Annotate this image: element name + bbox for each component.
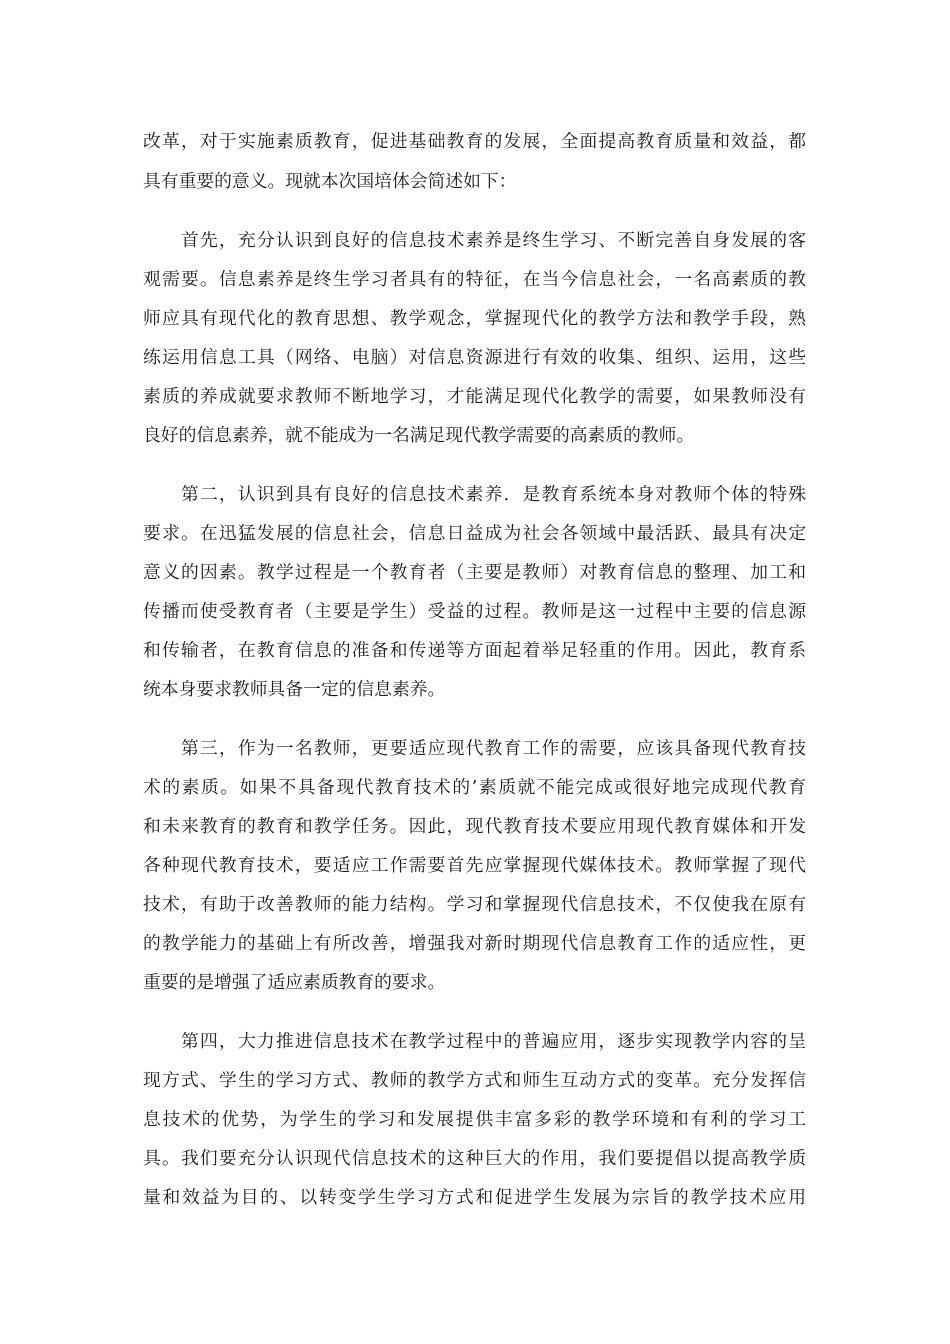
text-line: 具有重要的意义。现就本次国培体会简述如下： — [143, 171, 517, 192]
text-line: 第四，大力推进信息技术在教学过程中的普遍应用，逐步实现教学内容的呈 — [181, 1031, 806, 1052]
text-line: 要求。在迅猛发展的信息社会，信息日益成为社会各领域中最活跃、最具有决定 — [143, 523, 806, 544]
text-line: 师应具有现代化的教育思想、教学观念，掌握现代化的教学方法和教学手段，熟 — [143, 308, 806, 329]
text-line: 具。我们要充分认识现代信息技术的这种巨大的作用，我们要提倡以提高教学质 — [143, 1148, 806, 1169]
text-line: 意义的因素。教学过程是一个教育者（主要是教师）对教育信息的整理、加工和 — [143, 562, 806, 583]
text-line: 和传输者，在教育信息的准备和传递等方面起着举足轻重的作用。因此，教育系 — [143, 640, 806, 661]
text-line: 首先，充分认识到良好的信息技术素养是终生学习、不断完善自身发展的客 — [181, 230, 806, 251]
text-line: 重要的是增强了适应素质教育的要求。 — [143, 972, 446, 993]
text-line: 第二，认识到具有良好的信息技术素养．是教育系统本身对教师个体的特殊 — [181, 484, 806, 505]
text-line: 各种现代教育技术，要适应工作需要首先应掌握现代媒体技术。教师掌握了现代 — [143, 855, 806, 876]
text-line: 良好的信息素养，就不能成为一名满足现代教学需要的高素质的教师。 — [143, 425, 695, 446]
text-line: 息技术的优势，为学生的学习和发展提供丰富多彩的教学环境和有利的学习工 — [143, 1109, 806, 1130]
text-line: 改革，对于实施素质教育，促进基础教育的发展，全面提高教育质量和效益，都 — [143, 131, 806, 152]
text-line: 的教学能力的基础上有所改善，增强我对新时期现代信息教育工作的适应性，更 — [143, 933, 806, 954]
text-line: 技术，有助于改善教师的能力结构。学习和掌握现代信息技术，不仅使我在原有 — [143, 894, 806, 915]
text-line: 术的素质。如果不具备现代教育技术的’素质就不能完成或很好地完成现代教育 — [143, 777, 806, 798]
text-line: 量和效益为目的、以转变学生学习方式和促进学生发展为宗旨的教学技术应用 — [143, 1187, 806, 1208]
text-line: 素质的养成就要求教师不断地学习，才能满足现代化教学的需要，如果教师没有 — [143, 386, 806, 407]
text-line: 现方式、学生的学习方式、教师的教学方式和师生互动方式的变革。充分发挥信 — [143, 1070, 806, 1091]
text-line: 统本身要求教师具备一定的信息素养。 — [143, 679, 446, 700]
text-line: 和未来教育的教育和教学任务。因此，现代教育技术要应用现代教育媒体和开发 — [143, 816, 806, 837]
text-line: 第三，作为一名教师，更要适应现代教育工作的需要，应该具备现代教育技 — [181, 738, 806, 759]
text-line: 传播而使受教育者（主要是学生）受益的过程。教师是这一过程中主要的信息源 — [143, 601, 806, 622]
text-line: 练运用信息工具（网络、电脑）对信息资源进行有效的收集、组织、运用，这些 — [143, 347, 806, 368]
text-line: 观需要。信息素养是终生学习者具有的特征，在当今信息社会，一名高素质的教 — [143, 269, 806, 290]
